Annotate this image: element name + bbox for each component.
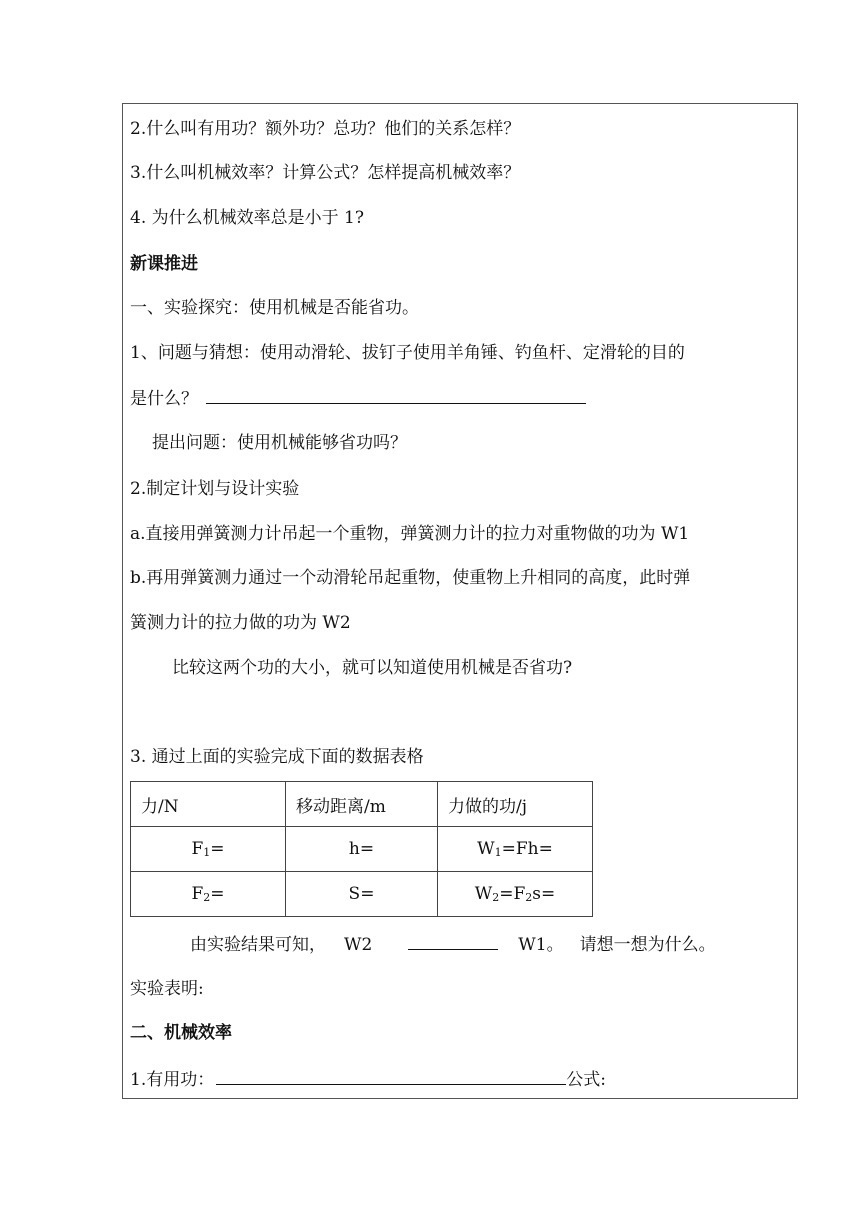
data-table <box>130 781 593 917</box>
cell-force-2[interactable]: $F_2=$ <box>131 872 286 917</box>
conclusion-w2: W2 <box>344 935 373 955</box>
conclusion-suffix: 请想一想为什么。 <box>579 935 716 955</box>
conclusion-line <box>190 931 716 957</box>
step-b-line-2: 簧测力计的拉力做的功为 W2 <box>130 613 351 633</box>
formula-label: 公式: <box>566 1070 606 1090</box>
item-1-line-1: 1、问题与猜想：使用动滑轮、拔钉子使用羊角锤、钓鱼杆、定滑轮的目的 <box>130 343 685 363</box>
cell-distance-2[interactable]: S= <box>286 872 438 917</box>
header-distance: 移动距离/m <box>286 782 438 827</box>
table-row <box>131 827 593 872</box>
useful-work-line <box>130 1066 606 1092</box>
new-lesson-heading: 新课推进 <box>130 254 198 274</box>
step-a: a.直接用弹簧测力计吊起一个重物，弹簧测力计的拉力对重物做的功为 W1 <box>130 524 690 544</box>
header-force: 力/N <box>131 782 286 827</box>
header-work: 力做的功/j <box>438 782 593 827</box>
item-1-question: 是什么？ <box>130 389 198 409</box>
step-b-line-1: b.再用弹簧测力通过一个动滑轮吊起重物，使重物上升相同的高度，此时弹 <box>130 568 691 588</box>
conclusion-w1: W1。 <box>518 935 564 955</box>
result-label: 实验表明: <box>130 979 204 999</box>
item-3-title: 3. 通过上面的实验完成下面的数据表格 <box>130 747 424 767</box>
table-header-row <box>131 782 593 827</box>
section-1-title: 一、实验探究：使用机械是否能省功。 <box>130 298 419 318</box>
compare-blank[interactable] <box>408 931 498 950</box>
raise-question: 提出问题：使用机械能够省功吗？ <box>152 433 407 453</box>
table-row <box>131 872 593 917</box>
cell-force-1[interactable]: $F_1=$ <box>131 827 286 872</box>
cell-work-1[interactable]: $W_1=Fh=$ <box>438 827 593 872</box>
efficiency-heading: 二、机械效率 <box>130 1023 232 1043</box>
item-1-line-2 <box>130 385 586 411</box>
conclusion-prefix: 由实验结果可知， <box>190 935 326 955</box>
compare-text: 比较这两个功的大小，就可以知道使用机械是否省功? <box>172 658 573 678</box>
answer-blank[interactable] <box>206 385 586 404</box>
item-2-title: 2.制定计划与设计实验 <box>130 479 300 499</box>
cell-distance-1[interactable]: h= <box>286 827 438 872</box>
question-3: 3.什么叫机械效率？计算公式？怎样提高机械效率？ <box>130 163 521 183</box>
cell-work-2[interactable]: $W_2=F_2s=$ <box>438 872 593 917</box>
useful-work-blank[interactable] <box>216 1066 566 1085</box>
question-2: 2.什么叫有用功？额外功？总功？他们的关系怎样？ <box>130 119 521 139</box>
useful-work-label: 1.有用功： <box>130 1070 215 1090</box>
question-4: 4. 为什么机械效率总是小于 1? <box>130 208 364 228</box>
